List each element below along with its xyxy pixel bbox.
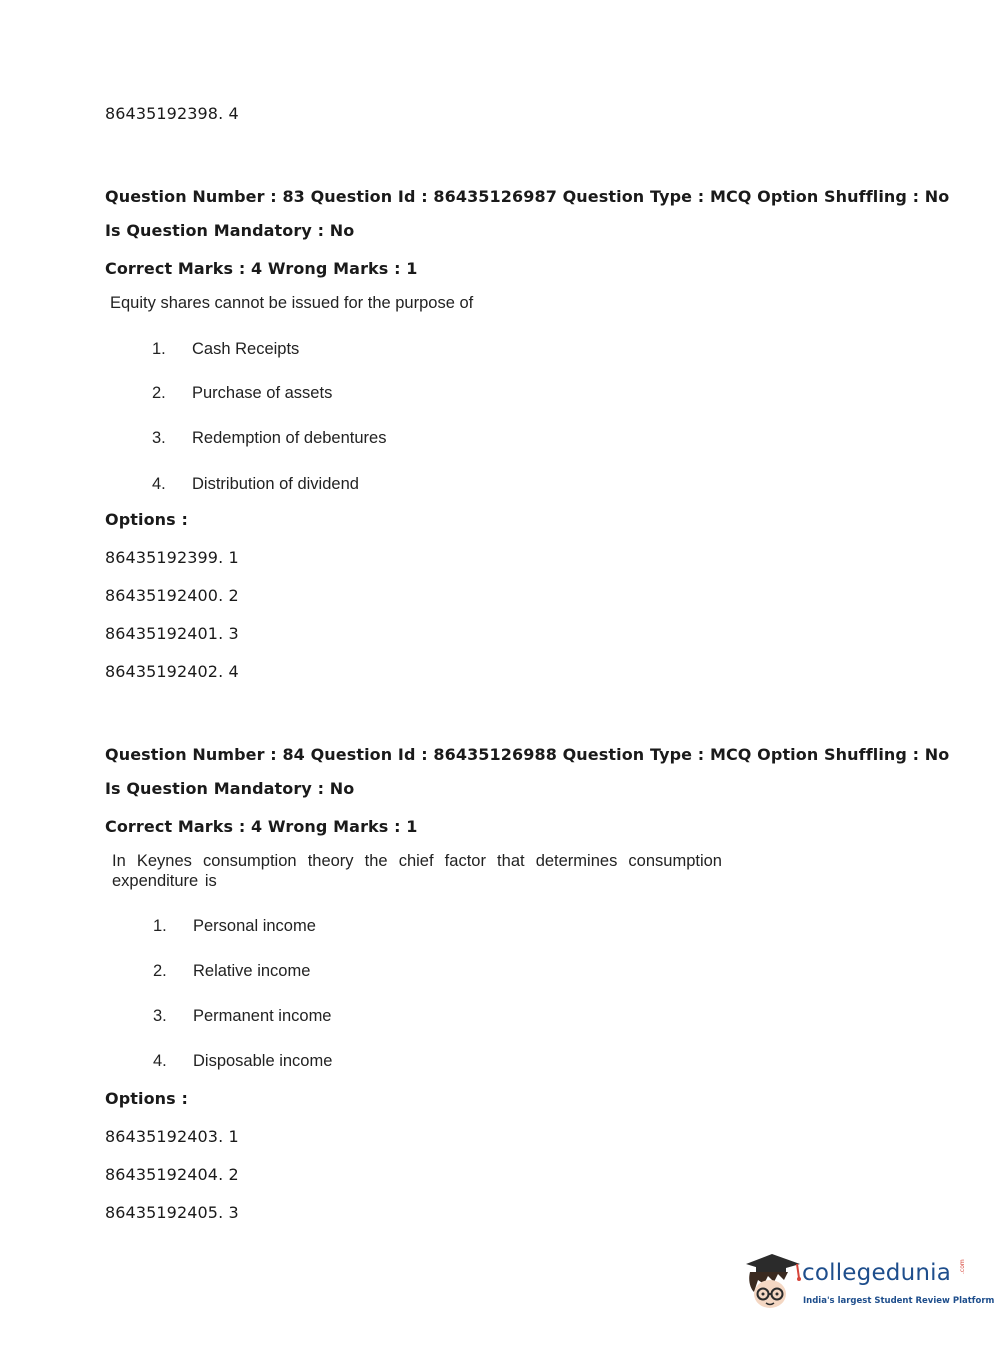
question-header: Question Number : 84 Question Id : 86435126988 Question Type : MCQ Option Shuffling : No	[105, 745, 950, 764]
choice-text: Personal income	[193, 917, 316, 935]
choice-text: Purchase of assets	[192, 384, 333, 402]
options-label: Options :	[105, 510, 188, 529]
question-marks: Correct Marks : 4 Wrong Marks : 1	[105, 259, 418, 278]
choice-number: 2.	[153, 962, 167, 980]
collegedunia-logo	[742, 1250, 995, 1312]
question-marks: Correct Marks : 4 Wrong Marks : 1	[105, 817, 418, 836]
option-line: 86435192401. 3	[105, 624, 239, 643]
choice-number: 3.	[153, 1007, 167, 1025]
question-text: Equity shares cannot be issued for the purpose of	[110, 294, 474, 312]
choice-number: 2.	[152, 384, 166, 402]
choice-text: Permanent income	[193, 1007, 332, 1025]
question-mandatory: Is Question Mandatory : No	[105, 221, 355, 240]
option-line: 86435192400. 2	[105, 586, 239, 605]
options-label: Options :	[105, 1089, 188, 1108]
logo-suffix: .com	[959, 1259, 966, 1274]
choice-number: 3.	[152, 429, 166, 447]
choice-text: Cash Receipts	[192, 340, 300, 358]
option-line: 86435192403. 1	[105, 1127, 239, 1146]
logo-tagline: India's largest Student Review Platform	[803, 1296, 995, 1306]
choice-number: 1.	[153, 917, 167, 935]
choice-text: Redemption of debentures	[192, 429, 387, 447]
option-line: 86435192404. 2	[105, 1165, 239, 1184]
question-text: In Keynes consumption theory the chief factor that determines consumption expenditure is	[112, 852, 722, 890]
choice-text: Disposable income	[193, 1052, 333, 1070]
graduate-mascot-icon	[742, 1250, 804, 1312]
question-header: Question Number : 83 Question Id : 86435126987 Question Type : MCQ Option Shuffling : No	[105, 187, 950, 206]
choice-text: Distribution of dividend	[192, 475, 359, 493]
choice-number: 4.	[153, 1052, 167, 1070]
option-line: 86435192398. 4	[105, 104, 239, 123]
option-line: 86435192402. 4	[105, 662, 239, 681]
choice-number: 1.	[152, 340, 166, 358]
option-line: 86435192405. 3	[105, 1203, 239, 1222]
choice-text: Relative income	[193, 962, 311, 980]
question-mandatory: Is Question Mandatory : No	[105, 779, 355, 798]
choice-number: 4.	[152, 475, 166, 493]
logo-wordmark: collegedunia	[802, 1260, 952, 1286]
option-line: 86435192399. 1	[105, 548, 239, 567]
